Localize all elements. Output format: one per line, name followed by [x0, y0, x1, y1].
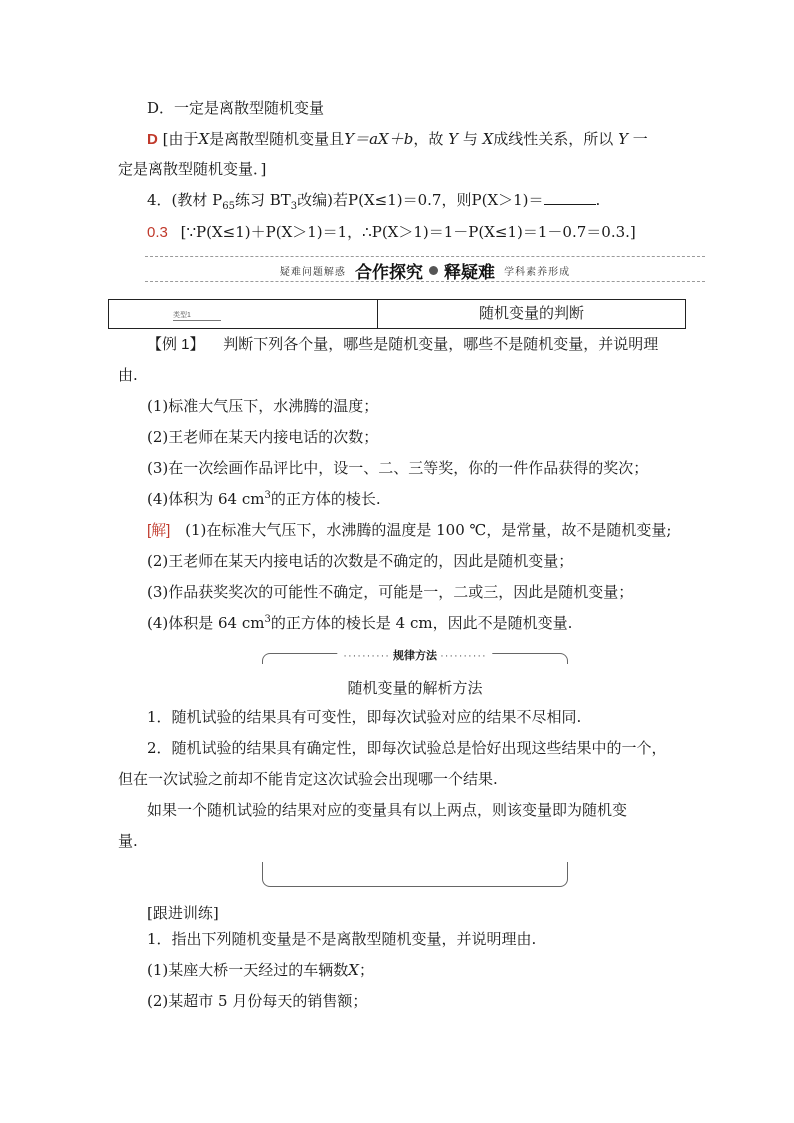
- banner-rule-bottom: [145, 281, 705, 282]
- banner-left: 疑难问题解惑: [279, 267, 346, 278]
- text: 与: [462, 130, 478, 148]
- type-title: 随机变量的判断: [478, 305, 584, 322]
- example-item-4: [147, 488, 381, 510]
- method-label-text: 规律方法: [393, 650, 437, 662]
- math-var: X: [348, 961, 359, 979]
- type-tag: 类型1: [173, 310, 221, 321]
- subscript: 3: [290, 201, 298, 212]
- method-item-2: 2．随机试验的结果具有确定性，即每次试验总是恰好出现这些结果中的一个，: [147, 739, 667, 757]
- type-header: [108, 299, 686, 329]
- superscript: 3: [264, 614, 271, 625]
- solution-label: [解]: [147, 522, 171, 539]
- math-var: Y: [448, 130, 459, 148]
- math-expr: Y＝aX＋b: [344, 130, 414, 148]
- example-question: [147, 333, 658, 356]
- method-item-3: 如果一个随机试验的结果对应的变量具有以上两点，则该变量即为随机变: [147, 801, 628, 819]
- training-heading: [跟进训练]: [147, 904, 219, 922]
- example-item-1: (1)标准大气压下，水沸腾的温度；: [147, 397, 379, 415]
- option-d: D．一定是离散型随机变量: [147, 99, 325, 117]
- banner-main-b: 释疑难: [444, 263, 495, 282]
- math-var: Y: [618, 130, 628, 148]
- method-box-bottom: [262, 862, 568, 887]
- text: 一: [632, 130, 648, 148]
- training-question-1: 1．指出下列随机变量是不是离散型随机变量，并说明理由.: [147, 930, 537, 948]
- text: 的正方体的棱长.: [270, 490, 381, 508]
- text: 的正方体的棱长是 4 cm，因此不是随机变量.: [270, 614, 573, 632]
- example-item-2: (2)王老师在某天内接电话的次数；: [147, 428, 379, 446]
- solution-2: (2)王老师在某天内接电话的次数是不确定的，因此是随机变量；: [147, 552, 574, 570]
- answer-4: [147, 221, 636, 244]
- math-var: X: [482, 130, 494, 148]
- text: ，故: [413, 130, 444, 148]
- method-item-1: 1．随机试验的结果具有可变性，即每次试验对应的结果不尽相同.: [147, 708, 582, 726]
- math-expr: P(X≤1)＝0.7: [348, 191, 442, 209]
- text: 判断下列各个量，哪些是随机变量，哪些不是随机变量，并说明理: [223, 335, 659, 353]
- dots: ··········: [343, 650, 390, 662]
- example-item-3: (3)在一次绘画作品评比中，设一、二、三等奖，你的一件作品获得的奖次；: [147, 459, 649, 477]
- solution-1: [147, 519, 671, 542]
- solution-3: (3)作品获奖奖次的可能性不确定，可能是一，二或三，因此是随机变量；: [147, 583, 634, 601]
- method-title: 随机变量的解析方法: [347, 680, 483, 697]
- banner-main-a: 合作探究: [355, 263, 423, 282]
- text: 成线性关系，所以: [493, 130, 614, 148]
- text: [由于: [162, 130, 199, 148]
- example-label: 【例 1】: [147, 336, 205, 353]
- method-item-2-cont: 但在一次试验之前却不能肯定这次试验会出现哪一个结果.: [118, 770, 498, 788]
- text: 改编)若: [297, 191, 349, 209]
- bullet-icon: [429, 266, 438, 275]
- text: ；: [358, 961, 374, 979]
- answer-letter: D: [147, 131, 158, 148]
- math-var: X: [198, 130, 210, 148]
- banner-right: 学科素养形成: [504, 267, 571, 278]
- text: (4)体积为 64 cm: [147, 490, 265, 508]
- type-tag-cell: [109, 300, 378, 328]
- answer-explanation: [∵P(X≤1)＋P(X＞1)＝1，∴P(X＞1)＝1－P(X≤1)＝1－0.7＝0.3.]: [180, 223, 636, 241]
- text: (1)某座大桥一天经过的车辆数: [147, 961, 349, 979]
- question-4: [147, 189, 600, 211]
- answer-line-2: 定是离散型随机变量．]: [118, 160, 267, 178]
- text: 是离散型随机变量且: [209, 130, 345, 148]
- answer-blank: [544, 189, 596, 205]
- dots: ··········: [440, 650, 487, 662]
- text: 练习 BT: [235, 191, 291, 209]
- answer-value: 0.3: [147, 224, 168, 241]
- banner-rule-top: [145, 256, 705, 257]
- solution-4: [147, 612, 572, 634]
- section-banner: [145, 258, 705, 280]
- text: (4)体积是 64 cm: [147, 614, 265, 632]
- method-item-3-cont: 量.: [118, 832, 138, 850]
- superscript: 3: [264, 490, 271, 501]
- math-expr: P(X＞1)＝: [471, 191, 544, 209]
- method-label: [337, 647, 492, 663]
- text: 4．(教材 P: [147, 191, 223, 209]
- text: ，则: [441, 191, 472, 209]
- answer-line-1: [147, 128, 648, 151]
- text: .: [595, 191, 601, 209]
- training-item-2: (2)某超市 5 月份每天的销售额；: [147, 992, 368, 1010]
- example-question-cont: 由.: [118, 366, 138, 384]
- subscript: 65: [222, 201, 235, 212]
- training-item-1: [147, 959, 374, 981]
- text: (1)在标准大气压下，水沸腾的温度是 100 ℃，是常量，故不是随机变量;: [185, 521, 672, 539]
